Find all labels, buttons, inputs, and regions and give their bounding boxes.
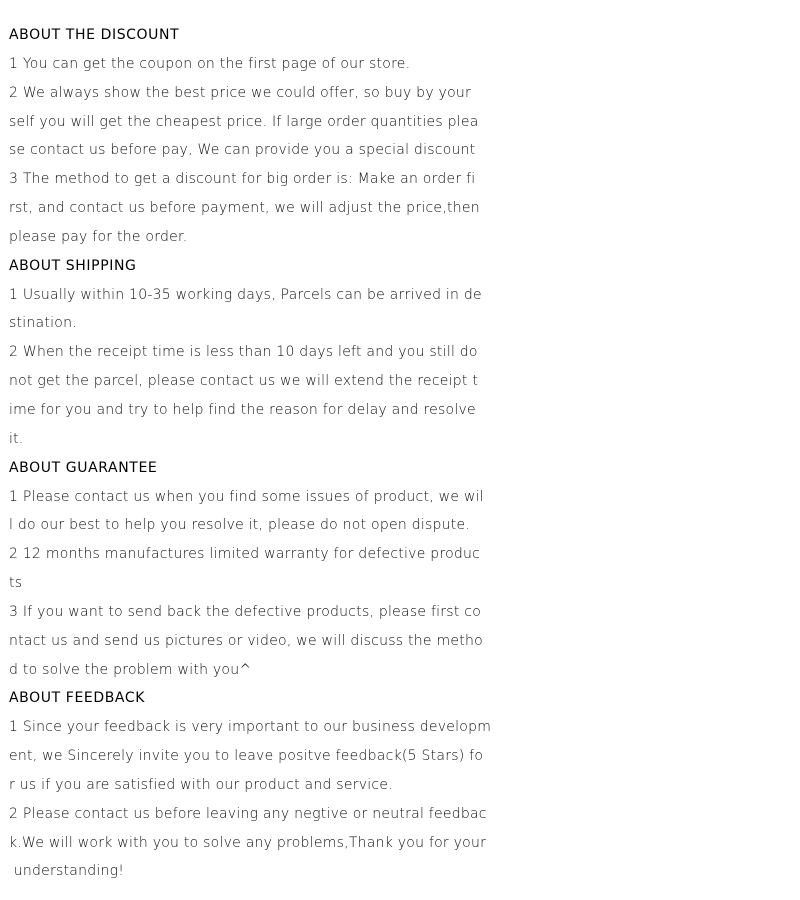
guarantee-line-4: ts	[9, 575, 23, 592]
feedback-line-4: 2 Please contact us before leaving any negtive or neutral feedbac	[9, 805, 487, 822]
feedback-line-3: r us if you are satisfied with our product and service.	[9, 776, 393, 793]
shipping-line-3: 2 When the receipt time is less than 10 days left and you still do	[9, 344, 478, 361]
heading-shipping: ABOUT SHIPPING	[9, 257, 137, 274]
feedback-line-6: understanding!	[9, 863, 125, 880]
heading-discount: ABOUT THE DISCOUNT	[9, 27, 180, 43]
shipping-line-5: ime for you and try to help find the reason for delay and resolve	[9, 401, 476, 418]
guarantee-line-6: ntact us and send us pictures or video, we will discuss the metho	[9, 632, 483, 649]
heading-guarantee: ABOUT GUARANTEE	[9, 459, 158, 476]
guarantee-line-1: 1 Please contact us when you find some issues of product, we wil	[9, 488, 484, 505]
feedback-line-2: ent, we Sincerely invite you to leave positve feedback(5 Stars) fo	[9, 748, 484, 765]
shipping-line-1: 1 Usually within 10-35 working days, Parcels can be arrived in de	[9, 286, 482, 303]
discount-line-1: 1 You can get the coupon on the first page of our store.	[9, 55, 411, 72]
guarantee-line-7: d to solve the problem with you^	[9, 661, 252, 678]
guarantee-line-2: l do our best to help you resolve it, please do not open dispute.	[9, 517, 471, 534]
heading-feedback: ABOUT FEEDBACK	[9, 690, 146, 707]
shipping-line-2: stination.	[9, 315, 77, 332]
discount-line-2: 2 We always show the best price we could offer, so buy by your	[9, 84, 472, 101]
discount-line-7: please pay for the order.	[9, 228, 188, 245]
discount-line-3: self you will get the cheapest price. If large order quantities plea	[9, 113, 479, 130]
guarantee-line-3: 2 12 months manufactures limited warranty for defective produc	[9, 546, 481, 563]
discount-line-4: se contact us before pay, We can provide you a special discount	[9, 142, 476, 159]
shipping-line-4: not get the parcel, please contact us we will extend the receipt t	[9, 373, 479, 390]
discount-line-5: 3 The method to get a discount for big order is: Make an order fi	[9, 171, 476, 188]
feedback-line-1: 1 Since your feedback is very important to our business developm	[9, 719, 492, 736]
policy-document	[9, 21, 799, 886]
guarantee-line-5: 3 If you want to send back the defective products, please first co	[9, 603, 482, 620]
feedback-line-5: k.We will work with you to solve any problems,Thank you for your	[9, 834, 487, 851]
discount-line-6: rst, and contact us before payment, we will adjust the price,then	[9, 200, 480, 217]
shipping-line-6: it.	[9, 430, 24, 447]
